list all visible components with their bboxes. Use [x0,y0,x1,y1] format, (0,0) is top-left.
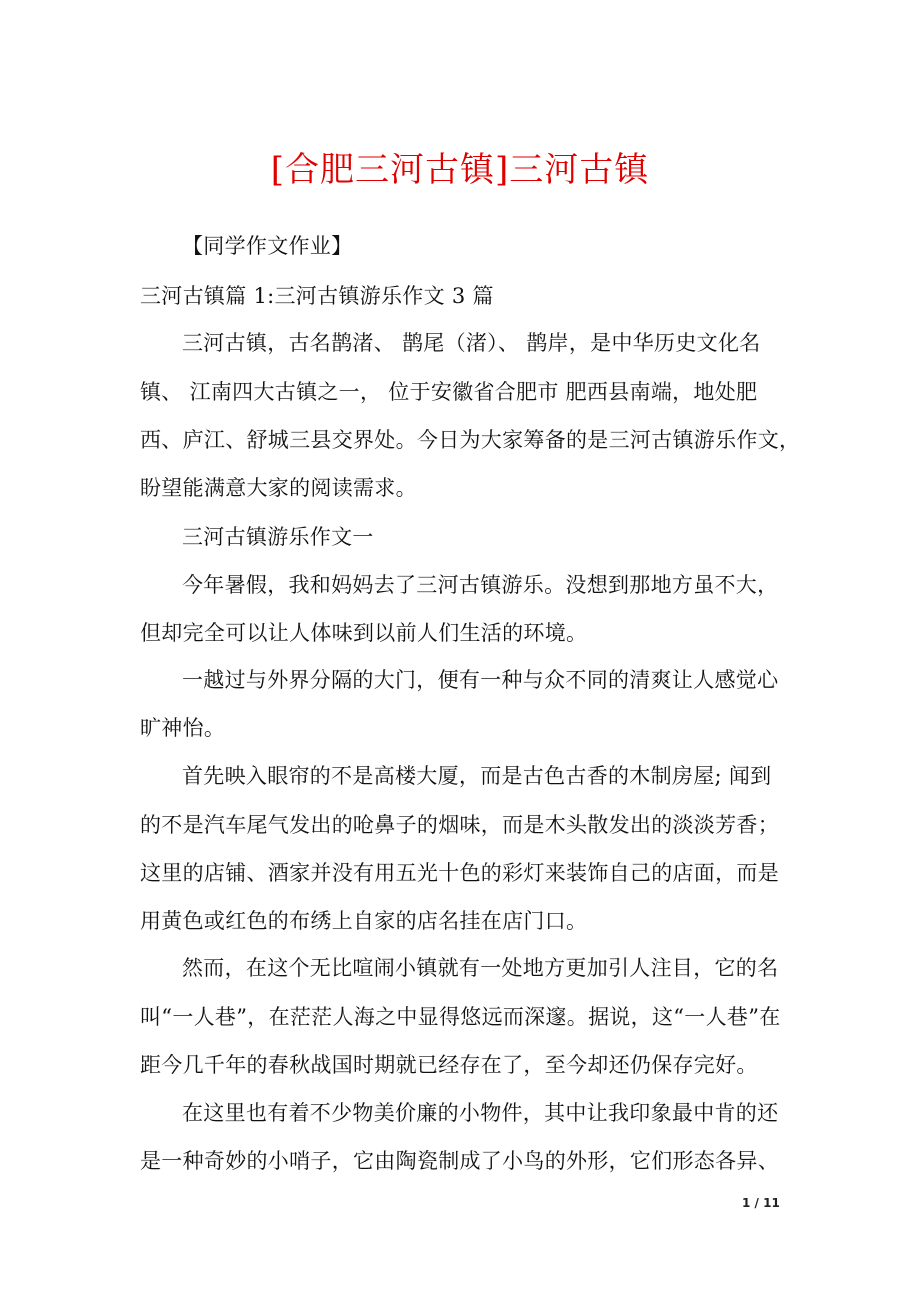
text-line: 今年暑假，我和妈妈去了三河古镇游乐。没想到那地方虽不大， [182,573,779,597]
text-line: 叫“一人巷”，在茫茫人海之中显得悠远而深邃。据说，这“一人巷”在 [140,1005,781,1029]
text-line: 的不是汽车尾气发出的呛鼻子的烟味，而是木头散发出的淡淡芳香； [140,813,779,837]
page-number: 1 / 11 [742,1196,780,1210]
text-line: 一越过与外界分隔的大门，便有一种与众不同的清爽让人感觉心 [182,668,779,692]
text-line: 盼望能满意大家的阅读需求。 [140,476,417,500]
text-line: 镇、 江南四大古镇之一， 位于安徽省合肥市 肥西县南端，地处肥 [140,380,758,404]
text-line: 然而，在这个无比喧闹小镇就有一处地方更加引人注目，它的名 [182,956,779,980]
text-line: 三河古镇篇 1:三河古镇游乐作文 3 篇 [140,284,494,308]
text-line: 三河古镇，古名鹊渚、 鹊尾（渚）、 鹊岸，是中华历史文化名 [182,331,761,355]
text-line: 但却完全可以让人体味到以前人们生活的环境。 [140,621,588,645]
text-line: 首先映入眼帘的不是高楼大厦，而是古色古香的木制房屋; 闻到 [182,764,772,788]
text-line: 这里的店铺、酒家并没有用五光十色的彩灯来装饰自己的店面，而是 [140,861,779,885]
text-line: 【同学作文作业】 [182,234,353,258]
text-line: 是一种奇妙的小哨子，它由陶瓷制成了小鸟的外形，它们形态各异、 [140,1149,779,1173]
text-line: 在这里也有着不少物美价廉的小物件，其中让我印象最中肯的还 [182,1101,779,1125]
text-line: 距今几千年的春秋战国时期就已经存在了，至今却还仍保存完好。 [140,1053,758,1077]
document-title: [合肥三河古镇]三河古镇 [270,150,650,190]
text-line: 旷神怡。 [140,716,226,740]
text-line: 西、庐江、舒城三县交界处。今日为大家筹备的是三河古镇游乐作文， [140,428,801,452]
text-line: 三河古镇游乐作文一 [182,525,374,549]
text-line: 用黄色或红色的布绣上自家的店名挂在店门口。 [140,909,588,933]
